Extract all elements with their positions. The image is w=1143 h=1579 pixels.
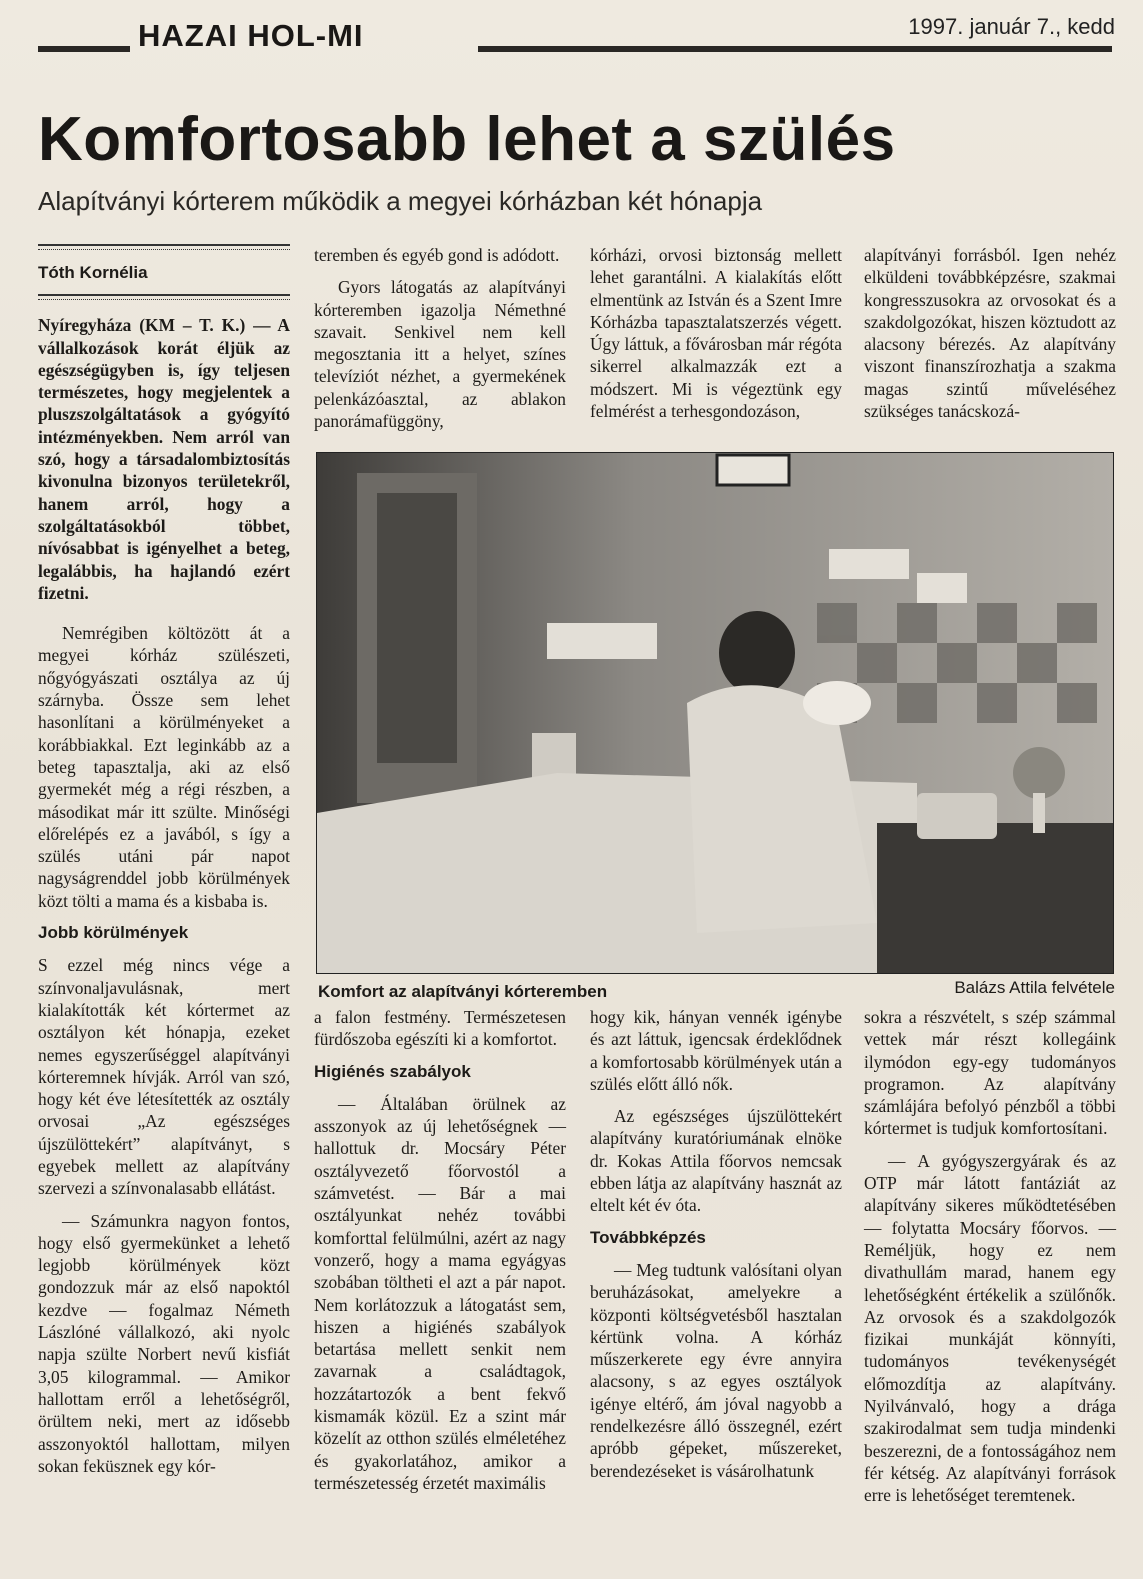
- paragraph: a falon festmény. Természetesen fürdőszoba egészíti ki a komfortot.: [314, 1007, 566, 1050]
- paragraph: alapítványi forrásból. Igen nehéz elküldeni továbbképzésre, szakmai kongresszusokra az orvosokat és a szakdolgozókat, hiszen köztudott az alacsony bérezés. Az alapítvány viszont finanszírozhatja a szakma magas szintű műveléséhez szükséges tanácskozá-: [864, 245, 1116, 422]
- hospital-room-photo: [316, 452, 1114, 974]
- paragraph: S ezzel még nincs vége a színvonaljavulásnak, mert kialakították két kórtermet az osztályon két hónapja, ezeket nemes egyszerűséggel alapítványi kórteremnek hívják. Arról van szó, hogy két éve létesítették az osztály orvosai „Az egészséges újszülöttekért” alapítványt, s egyebek mellett az alapítvány szervezi a színvonalasabb ellátást.: [38, 955, 290, 1199]
- photo-credit: Balázs Attila felvétele: [954, 978, 1115, 997]
- column-2-bottom: [314, 1006, 566, 1504]
- paragraph: — Számunkra nagyon fontos, hogy első gyermekünket a lehető legjobb körülmények közt gondozzuk már az első napoktól kezdve — fogalmaz Németh Lászlóné vállalkozó, aki nyolc napja szülte Norbert nevű kisfiát 3,05 kilogrammal. — Amikor hallottam erről a lehetőségről, örültem neki, mert az idősebb asszonyoktól hallottam, milyen sokan feküsznek egy kór-: [38, 1210, 290, 1476]
- photo-caption: Komfort az alapítványi kórteremben: [318, 982, 608, 1001]
- paragraph: kórházi, orvosi biztonság mellett lehet garantálni. A kialakítás előtt elmentünk az István és a Szent Imre Kórházba tapasztalatszerzés végett. Úgy láttuk, a fővárosban már régóta sikerrel alkalmazzák ezt a módszert. Mi is végeztünk egy felmérést a terhesgondozáson,: [590, 245, 842, 422]
- issue-date: 1997. január 7., kedd: [908, 14, 1115, 39]
- section-rule-left: [38, 46, 130, 52]
- column-3-bottom: [590, 1006, 842, 1492]
- paragraph: — Általában örülnek az asszonyok az új lehetőségnek — hallottuk dr. Mocsáry Péter osztályvezető főorvostól a számvetést. — Bár a mai osztályunkat nehéz további komforttal felülmúlni, azért az nagy vonzerő, hogy a mama egyágyas szobában töltheti el azt a pár napot. Nem korlátozzuk a látogatást sem, hiszen a higiénés szabályok betartása mellett senkit nem zavarnak a családtagok, hozzátartozók a bent fekvő kismamák közül. Ez a szint már közelít az otthon szülés elméletéhez és gyakorlatához, amikor a természetesség érzetét maximális: [314, 1093, 566, 1493]
- lead-paragraph: Nyíregyháza (KM – T. K.) — A vállalkozások korát éljük az egészségügyben is, így teljesen természetes, hogy megjelentek a pluszszolgáltatások a gyógyító intézményekben. Nem arról van szó, hogy a társadalombiztosítás kivonulna bizonyos területekről, hanem arról, hogy a szolgáltatásokból többet, nívósabbat is igényelhet a beteg, legalábbis, ha hajlandó ezért fizetni.: [38, 315, 290, 603]
- paragraph: — A gyógyszergyárak és az OTP már látott fantáziát az alapítvány sikeres működtetésében — folytatta Mocsáry főorvos. — Reméljük, hogy ez nem divathullám marad, hanem egy lehetőségként értékelik a szülőnők. Az orvosok és a szakdolgozók fizikai munkáját könnyíti, tudományos tevékenységét előmozdítja az alapítvány. Nyilvánvaló, hogy a drága szakirodalmat sem tudja mindenki beszerezni, de a fontosságához nem fér kétség. Az alapítványi források erre is lehetőséget teremtenek.: [864, 1150, 1116, 1506]
- paragraph: sokra a részvételt, s szép számmal vettek már részt kollegáink ilymódon egy-egy tudományos programon. Az alapítvány számlájára befolyó pénzből a többi kórtermet is tudjuk komfortosítani.: [864, 1007, 1116, 1139]
- author-byline: Tóth Kornélia: [38, 263, 148, 282]
- paragraph: teremben és egyéb gond is adódott.: [314, 245, 560, 265]
- article-subheadline: Alapítványi kórterem működik a megyei kórházban két hónapja: [38, 186, 763, 216]
- column-2-top: [314, 244, 566, 442]
- subheading-higienes-szabalyok: Higiénés szabályok: [314, 1061, 471, 1081]
- section-title: HAZAI HOL-MI: [138, 18, 364, 53]
- paragraph: Nemrégiben költözött át a megyei kórház szülészeti, nőgyógyászati osztálya az új szárnyba. Össze sem lehet hasonlítani a körülményeket a korábbiakkal. Ezt leginkább az a beteg tapasztalja, aki az első gyermekét még a régi részben, a másodikat már itt szülte. Minőségi előrelépés ez a javából, s így a szülés utáni pár napot nagyságrenddel jobb körülmények közt tölti a mama és a kisbaba is.: [38, 623, 290, 911]
- paragraph: hogy kik, hányan vennék igénybe és azt láttuk, igencsak érdeklődnek a komfortosabb körülmények után a szülés előtt álló nők.: [590, 1007, 842, 1094]
- column-3-top: [590, 244, 842, 432]
- photo-illustration: [317, 453, 1113, 973]
- section-rule-right: [478, 46, 1112, 52]
- paragraph: Az egészséges újszülöttekért alapítvány kuratóriumának elnöke dr. Kokas Attila főorvos nemcsak ebben látja az alapítvány hasznát az eltelt két év óta.: [590, 1106, 842, 1216]
- byline-rule-bottom: [38, 294, 290, 300]
- column-4-top: [864, 244, 1116, 432]
- column-4-bottom: [864, 1006, 1116, 1517]
- subheading-jobb-korulmenyek: Jobb körülmények: [38, 923, 189, 943]
- article-headline: Komfortosabb lehet a szülés: [38, 105, 896, 174]
- column-1: [38, 244, 290, 1487]
- paragraph: Gyors látogatás az alapítványi kórteremben igazolja Némethné szavait. Senkivel nem kell megosztania itt a helyet, színes televíziót nézhet, a gyermekének pelenkázóasztal, az ablakon panorámafüggöny,: [314, 277, 566, 432]
- paragraph: — Meg tudtunk valósítani olyan beruházásokat, amelyekre a központi költségvetésből hasztalan kértünk volna. A kórház műszerkerete egy évre annyira alacsony, s az egyes osztályok igénye eltérő, ám jóval nagyobb a rendelkezésre álló összegnél, ezért apróbb gépeket, műszereket, berendezéseket is vásárolhatunk: [590, 1259, 842, 1481]
- byline-rule-top: [38, 244, 290, 250]
- subheading-tovabbkepzes: Továbbképzés: [590, 1227, 706, 1247]
